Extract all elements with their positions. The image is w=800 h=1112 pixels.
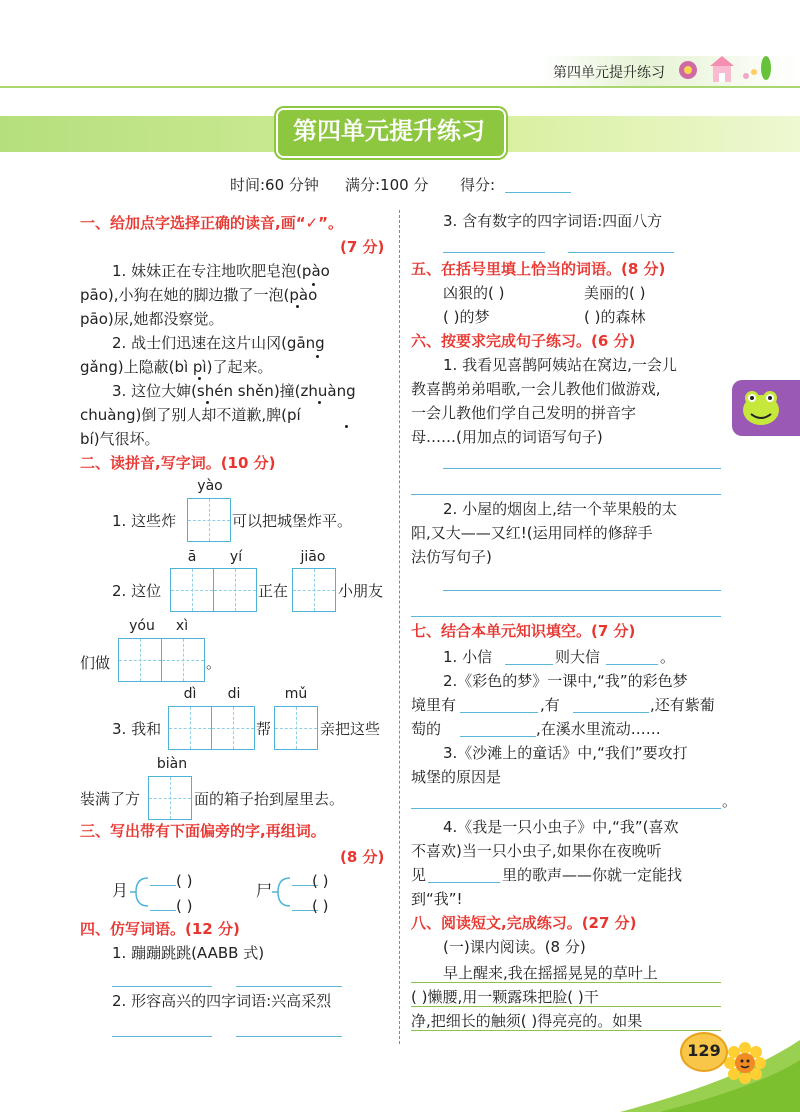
s1-q2-line1: 2. 战士们迅速在这片山冈(gāng xyxy=(112,334,325,352)
s2-q2-period: 。 xyxy=(206,654,222,672)
section-1-heading: 一、给加点字选择正确的读音,画“✓”。 xyxy=(80,214,343,232)
tianzige-box[interactable] xyxy=(187,498,231,542)
s2-q3-tail: 面的箱子抬到屋里去。 xyxy=(194,790,345,808)
tianzige-box[interactable] xyxy=(168,706,212,750)
s3-paren[interactable]: ( ) xyxy=(312,897,329,915)
reading-line xyxy=(411,982,721,983)
s1-q3-line2: chuàng)倒了别人却不道歉,脾(pí xyxy=(80,406,301,424)
s7-q3-line1: 3.《沙滩上的童话》中,“我们”要攻打 xyxy=(443,744,688,762)
frog-icon xyxy=(738,384,784,430)
answer-line[interactable] xyxy=(236,986,342,987)
pinyin-jiao: jiāo xyxy=(300,549,326,565)
s7-q4-b: 里的歌声——你就一定能找 xyxy=(502,866,683,884)
s6-q1-line2: 教喜鹊弟弟唱歌,一会儿教他们做游戏, xyxy=(411,380,661,398)
s7-q2-a: 境里有 xyxy=(411,696,457,714)
reading-line xyxy=(411,1030,721,1031)
s7-q1-start: 1. 小信 xyxy=(443,648,493,666)
score-answer-line[interactable] xyxy=(505,192,571,193)
s7-q3-line2: 城堡的原因是 xyxy=(411,768,502,786)
s2-q1-end: 可以把城堡炸平。 xyxy=(232,512,353,530)
tianzige-box[interactable] xyxy=(118,638,162,682)
answer-line[interactable] xyxy=(505,664,553,665)
s6-q1-line1: 1. 我看见喜鹊阿姨站在窝边,一会儿 xyxy=(443,356,677,374)
tianzige-box[interactable] xyxy=(170,568,214,612)
tianzige-box[interactable] xyxy=(211,706,255,750)
tianzige-box[interactable] xyxy=(148,776,192,820)
pinyin-you: yóu xyxy=(129,618,155,634)
s2-q3-end: 亲把这些 xyxy=(320,720,381,738)
s7-q4-line2: 不喜欢)当一只小虫子,如果你在夜晚听 xyxy=(411,842,662,860)
header-rule xyxy=(0,86,800,88)
column-divider xyxy=(399,210,400,1044)
answer-line[interactable] xyxy=(411,616,721,617)
s6-q2-line2: 阳,又大——又红!(运用同样的修辞手 xyxy=(411,524,653,542)
bracket-brace xyxy=(272,874,292,910)
answer-line[interactable] xyxy=(236,1036,342,1037)
s7-q4-line1: 4.《我是一只小虫子》中,“我”(喜欢 xyxy=(443,818,679,836)
pinyin-di1: dì xyxy=(183,686,197,702)
s4-q1: 1. 蹦蹦跳跳(AABB 式) xyxy=(112,944,265,962)
reading-line xyxy=(411,1006,721,1007)
s5-item-3[interactable]: ( )的梦 xyxy=(443,308,490,326)
section-7-heading: 七、结合本单元知识填空。(7 分) xyxy=(411,622,636,640)
s3-paren[interactable]: ( ) xyxy=(176,872,193,890)
s3-paren[interactable]: ( ) xyxy=(312,872,329,890)
s2-q2-start: 2. 这位 xyxy=(112,582,162,600)
s3-paren[interactable]: ( ) xyxy=(176,897,193,915)
score-got-label: 得分: xyxy=(460,176,496,194)
pinyin-yao: yào xyxy=(197,478,223,494)
answer-line[interactable] xyxy=(428,882,500,883)
tianzige-box[interactable] xyxy=(161,638,205,682)
tianzige-box[interactable] xyxy=(292,568,336,612)
s2-q2-mid: 正在 xyxy=(258,582,289,600)
section-3-heading: 三、写出带有下面偏旁的字,再组词。 xyxy=(80,822,326,840)
answer-line[interactable] xyxy=(573,712,649,713)
answer-line[interactable] xyxy=(411,494,721,495)
s7-q1-mid: 则大信 xyxy=(555,648,601,666)
s7-q2-line1: 2.《彩色的梦》一课中,“我”的彩色梦 xyxy=(443,672,688,690)
emphasis-dot xyxy=(312,283,315,286)
section-6-heading: 六、按要求完成句子练习。(6 分) xyxy=(411,332,636,350)
sunflower-icon xyxy=(722,1040,768,1086)
s6-q2-line1: 2. 小屋的烟囱上,结一个苹果般的太 xyxy=(443,500,677,518)
answer-line[interactable] xyxy=(150,885,176,886)
s2-q3-start: 3. 我和 xyxy=(112,720,162,738)
s1-q3-line1: 3. 这位大婶(shén shěn)撞(zhuàng xyxy=(112,382,356,400)
s5-item-1[interactable]: 凶狠的( ) xyxy=(443,284,505,302)
running-title: 第四单元提升练习 xyxy=(553,65,665,81)
score-label: 满分:100 分 xyxy=(345,176,429,194)
pinyin-di2: di xyxy=(227,686,241,702)
s4-q2: 2. 形容高兴的四字词语:兴高采烈 xyxy=(112,992,332,1010)
s7-q2-e: ,在溪水里流动…… xyxy=(536,720,661,738)
s7-q2-d: 萄的 xyxy=(411,720,442,738)
s2-q3-mid: 帮 xyxy=(256,720,272,738)
s7-q1-end: 。 xyxy=(660,648,676,666)
answer-line[interactable] xyxy=(443,468,721,469)
s8-line3: 净,把细长的触须( )得亮亮的。如果 xyxy=(411,1012,643,1030)
answer-line[interactable] xyxy=(460,736,536,737)
s7-q4-c: 到“我”! xyxy=(411,890,463,908)
s7-q4-a: 见 xyxy=(411,866,427,884)
s5-item-4[interactable]: ( )的森林 xyxy=(584,308,646,326)
answer-line[interactable] xyxy=(568,252,674,253)
answer-line[interactable] xyxy=(460,712,538,713)
emphasis-dot xyxy=(206,401,209,404)
section-4-heading: 四、仿写词语。(12 分) xyxy=(80,920,240,938)
s1-q1-line1: 1. 妹妹正在专注地吹肥皂泡(pào xyxy=(112,262,330,280)
s2-q3-cont: 装满了方 xyxy=(80,790,141,808)
answer-line[interactable] xyxy=(443,590,721,591)
bracket-brace xyxy=(130,874,150,910)
house-flower-icon xyxy=(676,52,772,86)
s2-q1-start: 1. 这些炸 xyxy=(112,512,177,530)
s1-q3-line3: bí)气很坏。 xyxy=(80,430,160,448)
pinyin-yi: yí xyxy=(229,549,243,565)
s6-q2-line3: 法仿写句子) xyxy=(411,548,492,566)
s6-q1-line4: 母……(用加点的词语写句子) xyxy=(411,428,603,446)
answer-line[interactable] xyxy=(112,1036,212,1037)
radical-yue: 月 xyxy=(112,881,129,900)
s7-q3-period: 。 xyxy=(722,792,738,810)
banner-title: 第四单元提升练习 xyxy=(293,117,485,145)
page-number: 129 xyxy=(687,1041,721,1060)
answer-line[interactable] xyxy=(443,252,545,253)
s1-q1-line3: pāo)尿,她都没察觉。 xyxy=(80,310,224,328)
s8-subheading: (一)课内阅读。(8 分) xyxy=(443,938,586,956)
radical-shi: 尸 xyxy=(256,881,273,900)
s4-q3: 3. 含有数字的四字词语:四面八方 xyxy=(443,212,663,230)
time-label: 时间:60 分钟 xyxy=(230,176,319,194)
answer-line[interactable] xyxy=(112,986,212,987)
emphasis-dot xyxy=(318,401,321,404)
section-8-heading: 八、阅读短文,完成练习。(27 分) xyxy=(411,914,637,932)
answer-line[interactable] xyxy=(411,808,721,809)
answer-line[interactable] xyxy=(606,664,658,665)
pinyin-xi: xì xyxy=(175,618,189,634)
section-1-points: (7 分) xyxy=(340,238,385,256)
pinyin-a: ā xyxy=(187,549,197,565)
s5-item-2[interactable]: 美丽的( ) xyxy=(584,284,646,302)
section-3-points: (8 分) xyxy=(340,848,385,866)
s7-q2-c: ,还有紫葡 xyxy=(650,696,715,714)
s1-q1-line2: pāo),小狗在她的脚边撒了一泡(pào xyxy=(80,286,318,304)
section-2-heading: 二、读拼音,写字词。(10 分) xyxy=(80,454,276,472)
emphasis-dot xyxy=(296,305,299,308)
answer-line[interactable] xyxy=(150,910,176,911)
pinyin-bian: biàn xyxy=(156,756,188,772)
s1-q2-line2: gǎng)上隐蔽(bì pì)了起来。 xyxy=(80,358,273,376)
tianzige-box[interactable] xyxy=(213,568,257,612)
s2-q2-end: 小朋友 xyxy=(338,582,384,600)
emphasis-dot xyxy=(316,355,319,358)
s7-q2-b: ,有 xyxy=(540,696,560,714)
tianzige-box[interactable] xyxy=(274,706,318,750)
pinyin-mu: mǔ xyxy=(284,686,308,702)
s2-q2-cont: 们做 xyxy=(80,654,111,672)
emphasis-dot xyxy=(345,425,348,428)
s6-q1-line3: 一会儿教他们学自己发明的拼音字 xyxy=(411,404,637,422)
s8-line1: 早上醒来,我在摇摇晃晃的草叶上 xyxy=(443,964,658,982)
section-5-heading: 五、在括号里填上恰当的词语。(8 分) xyxy=(411,260,666,278)
s8-line2: ( )懒腰,用一颗露珠把脸( )干 xyxy=(411,988,599,1006)
